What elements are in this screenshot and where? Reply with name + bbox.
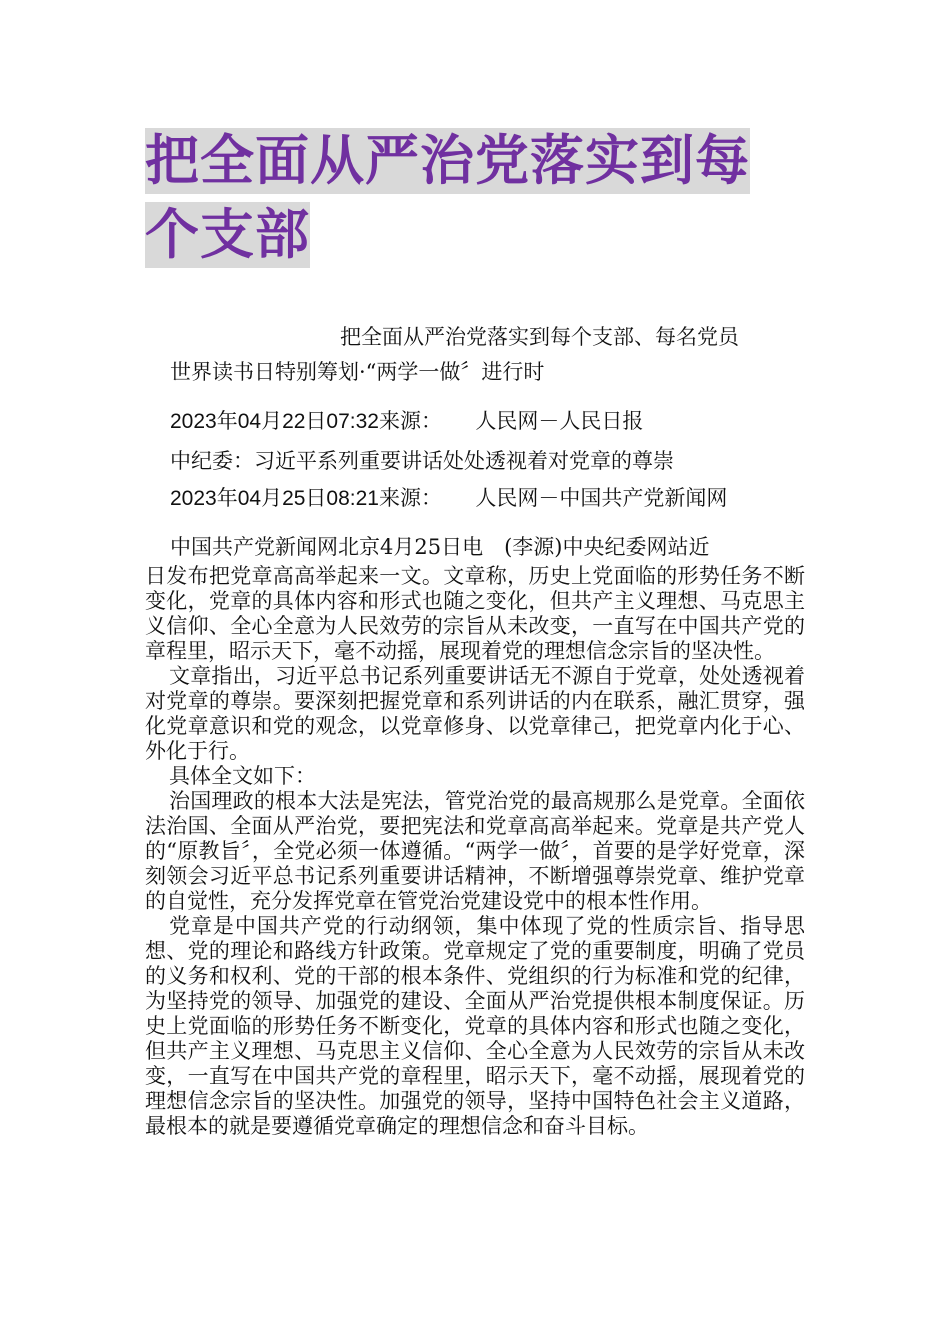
dateline: 中国共产党新闻网北京4月25日电 (李源)中央纪委网站近 (170, 535, 710, 559)
publish-info-1 (170, 406, 643, 437)
publish-source-1: 人民网－人民日报 (475, 409, 644, 433)
publish-date-2: 2023年04月25日08:21来源： (170, 487, 442, 510)
paragraph-5: 党章是中国共产党的行动纲领，集中体现了党的性质宗旨、指导思想、党的理论和路线方针政策。党章规定了党的重要制度，明确了党员的义务和权利、党的干部的根本条件、党组织的行为标准和党的纪律，为坚持党的领导、加强党的建设、全面从严治党提供根本制度保证。历史上党面临的形势任务不断变化，党章的具体内容和形式也随之变化，但共产主义理想、马克思主义信仰、全心全意为人民效劳的宗旨从未改变，一直写在中国共产党的章程里，昭示天下，毫不动摇，展现着党的理想信念宗旨的坚决性。加强党的领导，坚持中国特色社会主义道路，最根本的就是要遵循党章确定的理想信念和奋斗目标。 (145, 914, 805, 1138)
title-line-1: 把全面从严治党落实到每 (145, 129, 750, 192)
paragraph-1: 日发布把党章高高举起来一文。文章称，历史上党面临的形势任务不断变化，党章的具体内容和形式也随之变化，但共产主义理想、马克思主义信仰、全心全意为人民效劳的宗旨从未改变，一直写在中国共产党的章程里，昭示天下，毫不动摇，展现着党的理想信念宗旨的坚决性。 (145, 564, 805, 663)
paragraph-2: 文章指出，习近平总书记系列重要讲话无不源自于党章，处处透视着对党章的尊崇。要深刻把握党章和系列讲话的内在联系，融汇贯穿，强化党章意识和党的观念，以党章修身、以党章律己，把党章内化于心、外化于行。 (145, 664, 805, 763)
special-feature-label: 世界读书日特别筹划·“两学一做〞进行时 (170, 360, 545, 384)
title-line-2: 个支部 (145, 203, 310, 266)
publish-source-2: 人民网－中国共产党新闻网 (475, 486, 728, 510)
article-heading: 中纪委：习近平系列重要讲话处处透视着对党章的尊崇 (170, 449, 674, 473)
publish-info-2 (170, 483, 727, 514)
paragraph-3: 具体全文如下： (169, 764, 316, 788)
publish-date-1: 2023年04月22日07:32来源： (170, 410, 442, 433)
document-title (145, 128, 815, 268)
article-body (145, 564, 805, 1139)
subtitle: 把全面从严治党落实到每个支部、每名党员 (340, 325, 739, 349)
paragraph-4: 治国理政的根本大法是宪法，管党治党的最高规那么是党章。全面依法治国、全面从严治党，要把宪法和党章高高举起来。党章是共产党人的“原教旨〞，全党必须一体遵循。“两学一做〞，首要的是学好党章，深刻领会习近平总书记系列重要讲话精神，不断增强尊崇党章、维护党章的自觉性，充分发挥党章在管党治党建设党中的根本性作用。 (145, 789, 805, 913)
